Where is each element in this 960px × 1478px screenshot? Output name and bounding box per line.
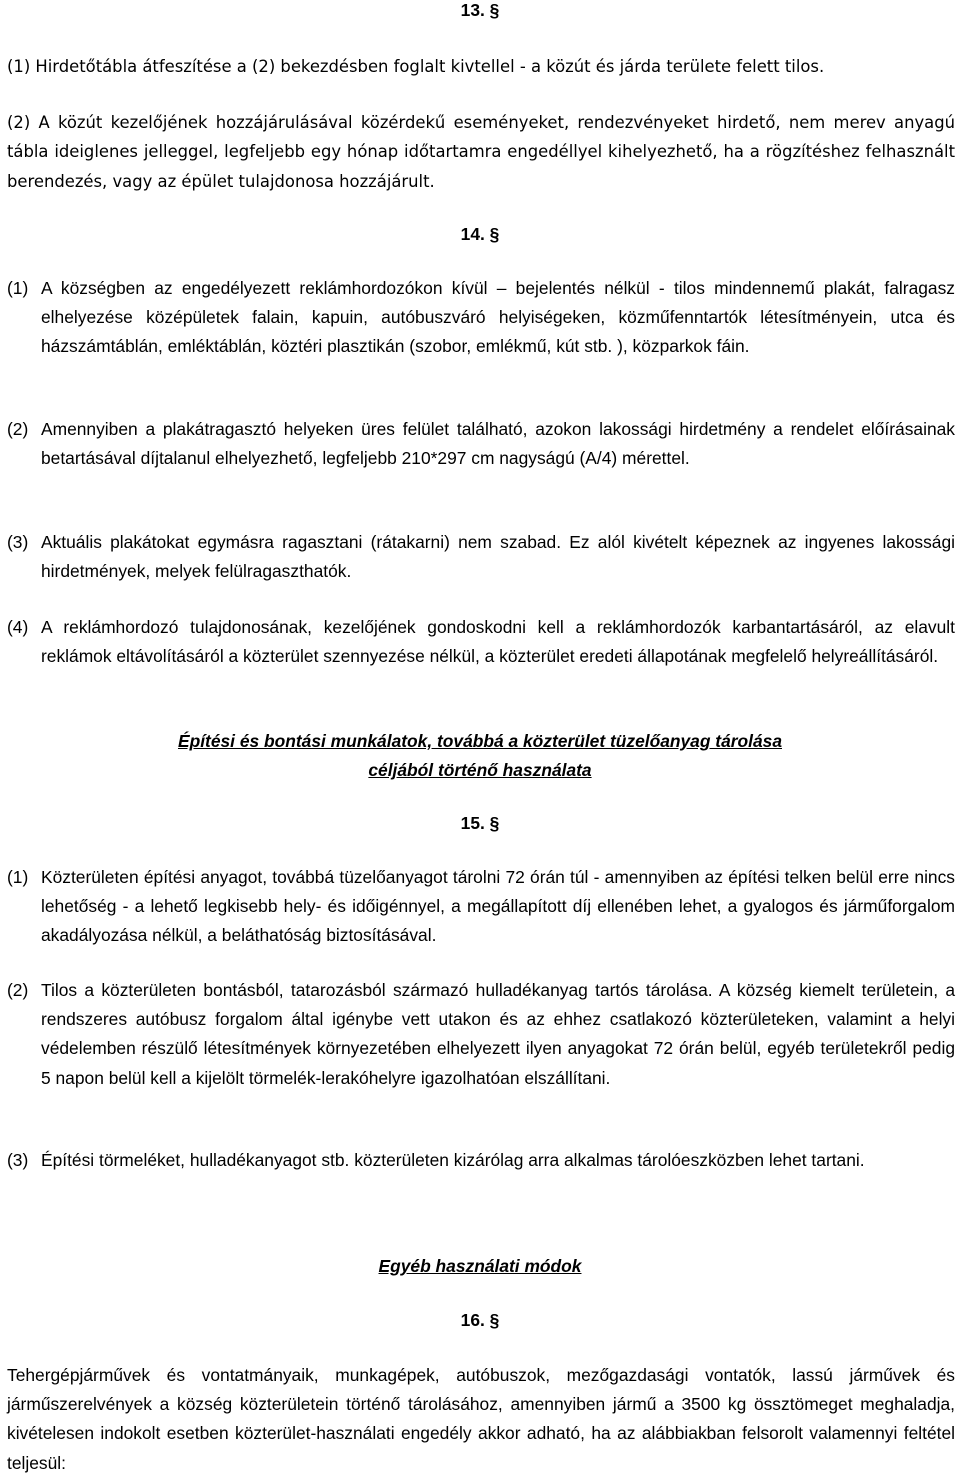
section-title-building-line-2: céljából történő használata (368, 760, 592, 780)
section-15-heading: 15. § (460, 813, 500, 833)
section-15-item-2-number: (2) (7, 980, 29, 1000)
section-13-paragraph-1: (1) Hirdetőtábla átfeszítése a (2) bekezdésben foglalt kivtellel - a közút és járda területe felett tilos. (7, 57, 825, 76)
section-13-heading: 13. § (460, 0, 500, 20)
section-14-item-2-text: Amennyiben a plakátragasztó helyeken üres felület található, azokon lakossági hirdetmény a rendelet előírásainak betartásával díjtalanul elhelyezhető, legfeljebb 210*297 cm nagyságú (A/4) mérettel. (41, 419, 955, 469)
section-15-item-2-text: Tilos a közterületen bontásból, tatarozásból származó hulladékanyag tartós tárolása. A község kiemelt területein, a rendszeres autóbusz forgalom által igénybe vett utakon és az ehhez csatlakozó közterületeken, valamint a helyi védelemben részülő létesítmények környezetében elhelyezett ilyen anyagokat 72 órán belül, egyéb területekről pedig 5 napon belül kell a kijelölt törmelék-lerakóhelyre igazolhatóan elszállítani. (41, 980, 955, 1088)
section-13-paragraph-2: (2) A közút kezelőjének hozzájárulásával közérdekű eseményeket, rendezvényeket hirdető, nem merev anyagú tábla ideiglenes jelleggel, legfeljebb egy hónap időtartamra engedéllyel kihelyezhető, ha a rögzítéshez felhasznált berendezés, vagy az épület tulajdonosa hozzájárult. (7, 113, 955, 191)
section-title-building-line-1: Építési és bontási munkálatok, továbbá a közterület tüzelőanyag tárolása (177, 731, 782, 751)
section-15-item-3-text: Építési törmeléket, hulladékanyagot stb. közterületen kizárólag arra alkalmas tárolóeszközben lehet tartani. (41, 1150, 865, 1170)
section-15-item-1-number: (1) (7, 867, 29, 887)
section-15-item-3-number: (3) (7, 1150, 29, 1170)
section-14-item-2-number: (2) (7, 419, 29, 439)
section-title-other-uses: Egyéb használati módok (378, 1256, 582, 1276)
section-14-item-3-number: (3) (7, 532, 29, 552)
section-14-item-4-text: A reklámhordozó tulajdonosának, kezelőjének gondoskodni kell a reklámhordozók karbantartásáról, az elavult reklámok eltávolításáról a közterület szennyezése nélkül, a közterület eredeti állapotának megfelelő helyreállításáról. (41, 617, 955, 667)
section-16-paragraph: Tehergépjárművek és vontatmányaik, munkagépek, autóbuszok, mezőgazdasági vontatók, lassú járművek és járműszerelvények a község közterületein történő tárolásához, amennyiben jármű a 3500 kg össztömeget meghaladja, kivételesen indokolt esetben közterület-használati engedély akkor adható, ha az alábbiakban felsorolt valamennyi feltétel teljesül: (7, 1365, 955, 1473)
section-14-item-4-number: (4) (7, 617, 29, 637)
section-14-item-1-number: (1) (7, 278, 29, 298)
section-16-heading: 16. § (460, 1310, 500, 1330)
section-14-item-1-text: A községben az engedélyezett reklámhordozókon kívül – bejelentés nélkül - tilos mindennemű plakát, falragasz elhelyezése középületek falain, kapuin, autóbuszváró helyiségeken, közműfenntartók létesítményein, utca és házszámtáblán, emléktáblán, köztéri plasztikán (szobor, emlékmű, kút stb. ), közparkok fáin. (41, 278, 955, 357)
section-14-item-3-text: Aktuális plakátokat egymásra ragasztani (rátakarni) nem szabad. Ez alól kivételt képeznek az ingyenes lakossági hirdetmények, melyek felülragaszthatók. (41, 532, 955, 582)
section-14-heading: 14. § (460, 224, 500, 244)
section-15-item-1-text: Közterületen építési anyagot, továbbá tüzelőanyagot tárolni 72 órán túl - amennyiben az építési telken belül erre nincs lehetőség - a lehető legkisebb hely- és időigénnyel, a megállapított díj ellenében lehet, a gyalogos és járműforgalom akadályozása nélkül, a beláthatóság biztosításával. (41, 867, 955, 946)
